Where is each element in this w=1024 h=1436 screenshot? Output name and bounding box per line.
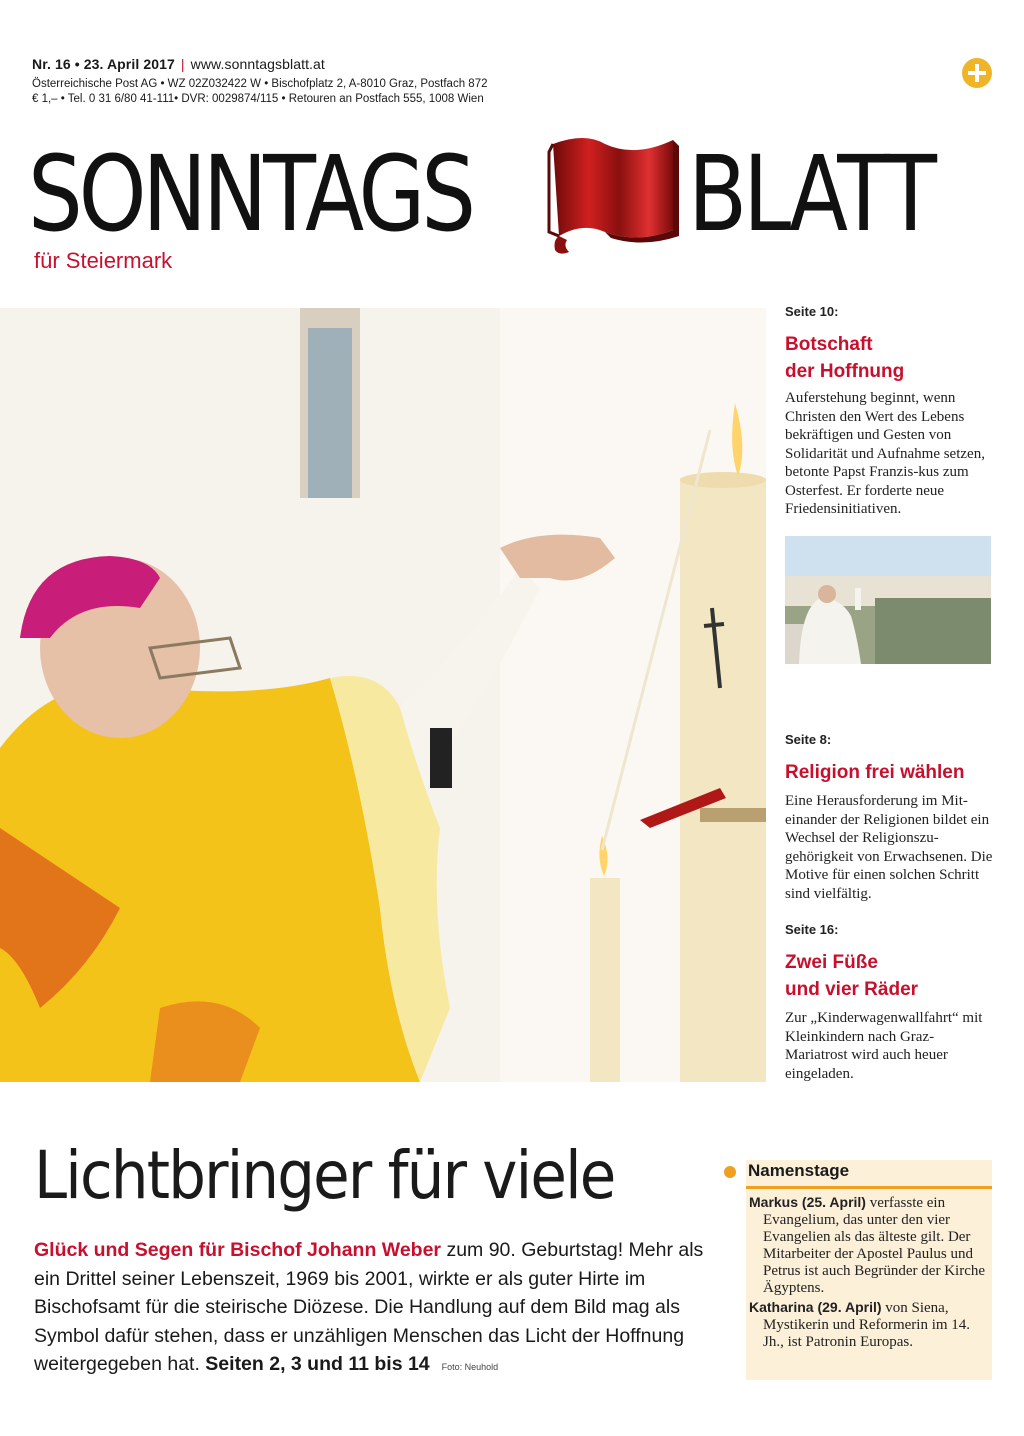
postal-info-line-2: € 1,– • Tel. 0 31 6/80 41-111• DVR: 0029874/115 • Retouren an Postfach 555, 1008 Wien xyxy=(32,93,484,105)
teaser-page-label: Seite 10: xyxy=(785,304,839,319)
teaser-headline-line-1: Botschaft xyxy=(785,334,873,355)
namenstage-entries xyxy=(749,1194,989,1353)
teaser-text: Eine Herausforderung im Mit-einander der Religionen bildet ein Wechsel der Religionszu-gehörigkeit von Erwachsenen. Die Motive für einen solchen Schritt sind vielfältig. xyxy=(785,793,993,902)
red-book-logo-icon xyxy=(545,132,690,257)
teaser-seite-16[interactable] xyxy=(785,922,995,1083)
teaser-headline-line-2: und vier Räder xyxy=(785,979,919,1000)
namenstage-divider xyxy=(746,1186,992,1189)
teaser-text: Auferstehung beginnt, wenn Christen den Wert des Lebens bekräftigen und Gesten von Solidarität und Aufnahme setzen, betonte Papst Franzis-kus zum Osterfest. Er forderte neue Friedensinitiativen. xyxy=(785,390,985,517)
lead-page-reference[interactable]: Seiten 2, 3 und 11 bis 14 xyxy=(205,1353,430,1375)
issue-line xyxy=(32,56,488,72)
postal-info-line-1: Österreichische Post AG • WZ 02Z032422 W • Bischofplatz 2, A-8010 Graz, Postfach 872 xyxy=(32,78,488,90)
logo-subtitle: für Steiermark xyxy=(34,248,173,273)
teaser-headline-line-2: der Hoffnung xyxy=(785,361,905,382)
teaser-headline-line-1: Zwei Füße xyxy=(785,952,878,973)
masthead-info xyxy=(32,56,488,107)
namenstag-text: von Siena, Mystikerin und Reformerin im 14. Jh., ist Patronin Europas. xyxy=(763,1300,971,1350)
teaser-headline[interactable]: Religion frei wählen xyxy=(785,762,965,783)
orange-bullet-icon xyxy=(724,1166,736,1178)
lead-highlight: Glück und Segen für Bischof Johann Weber xyxy=(34,1239,442,1261)
website-link[interactable]: www.sonntagsblatt.at xyxy=(190,56,325,72)
photo-credit: Foto: Neuhold xyxy=(441,1362,499,1372)
teaser-page-label: Seite 8: xyxy=(785,732,832,747)
namenstage-box xyxy=(746,1160,992,1380)
namenstag-entry xyxy=(749,1194,989,1297)
cross-logo-icon xyxy=(962,58,992,88)
teaser-headline[interactable] xyxy=(785,949,995,1003)
namenstage-title: Namenstage xyxy=(748,1161,850,1180)
namenstag-name: Katharina (29. April) xyxy=(749,1299,882,1315)
namenstag-entry xyxy=(749,1299,989,1351)
teaser-seite-8[interactable] xyxy=(785,732,995,903)
teaser-seite-10[interactable] xyxy=(785,304,995,519)
issue-number-date: Nr. 16 • 23. April 2017 xyxy=(32,56,175,72)
logo-word-blatt: BLATT xyxy=(688,133,933,255)
namenstag-text: verfasste ein Evangelium, das unter den vier Evangelien als das älteste gilt. Der Mitarbeiter der Apostel Paulus und Petrus ist auch Begründer der Kirche Ägyptens. xyxy=(763,1195,986,1296)
teaser-text: Zur „Kinderwagenwallfahrt“ mit Kleinkindern nach Graz-Mariatrost wird auch heuer eingeladen. xyxy=(785,1010,983,1082)
logo-word-sonntags: SONNTAGS xyxy=(28,133,472,255)
pope-balcony-photo xyxy=(785,536,991,664)
main-headline: Lichtbringer für viele xyxy=(34,1137,615,1214)
main-photo-bishop-lighting-candle xyxy=(0,308,766,1082)
teaser-headline[interactable] xyxy=(785,331,995,385)
issue-separator: | xyxy=(180,56,185,72)
namenstag-name: Markus (25. April) xyxy=(749,1194,866,1210)
lead-text: zum 90. Geburtstag! Mehr als ein Drittel seiner Lebenszeit, 1969 bis 2001, wirkte er als guter Hirte im Bischofsamt für die steirische Diözese. Die Handlung auf dem Bild mag als Symbol dafür stehen, dass er unzähligen Menschen das Licht der Hoffnung weitergegeben hat. xyxy=(34,1239,704,1375)
teaser-page-label: Seite 16: xyxy=(785,922,839,937)
main-lead-paragraph xyxy=(34,1236,724,1382)
